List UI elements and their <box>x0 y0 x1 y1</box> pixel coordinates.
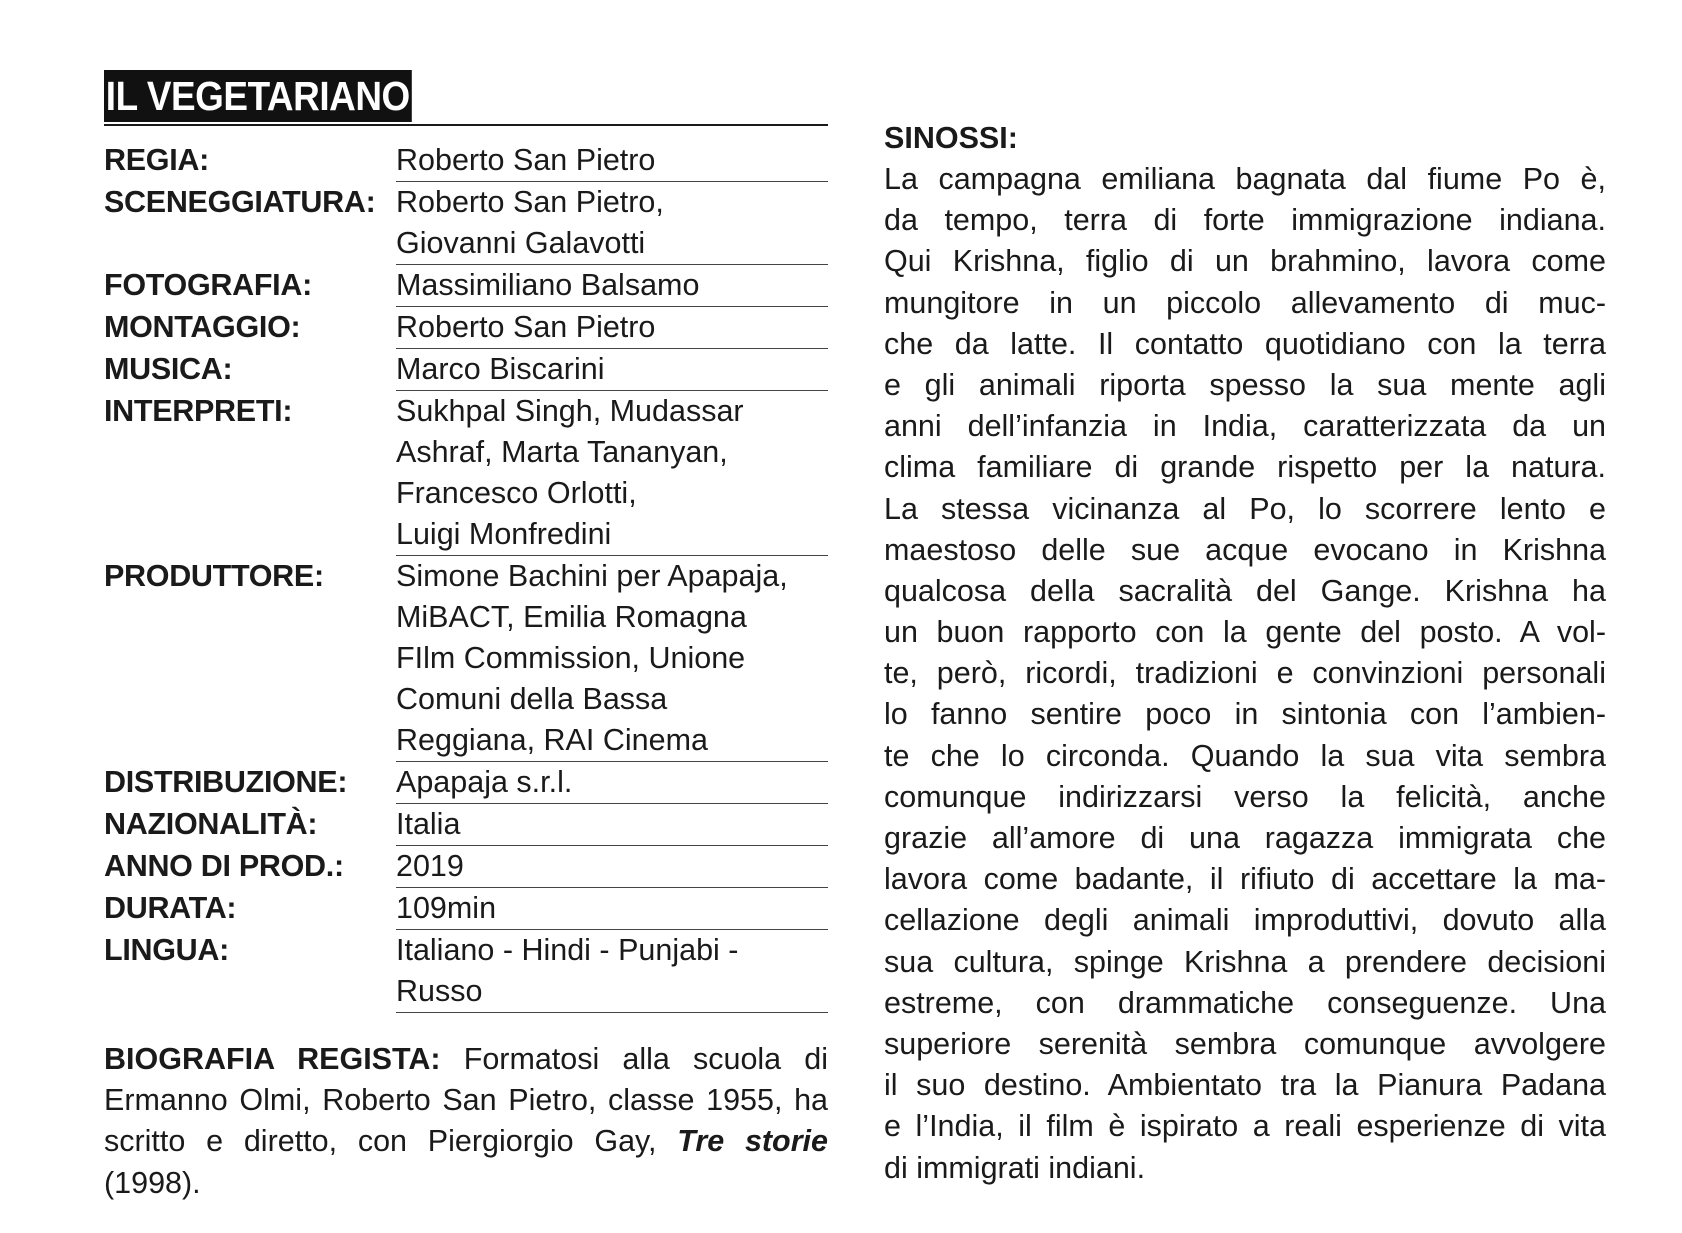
bio-text-end: (1998). <box>104 1165 201 1200</box>
credit-label: FOTOGRAFIA: <box>104 267 312 302</box>
synopsis-line: cellazione degli animali improduttivi, dovuto alla <box>884 903 1606 938</box>
credit-value-line: Simone Bachini per Apapaja, <box>396 559 788 593</box>
credit-value-line: 2019 <box>396 849 464 883</box>
credit-label: REGIA: <box>104 143 209 177</box>
credit-value <box>396 140 828 182</box>
credit-value-line: 109min <box>396 891 497 925</box>
credit-value-line: Comuni della Bassa <box>396 682 668 716</box>
credit-value <box>396 349 828 391</box>
credit-row <box>104 182 828 265</box>
title-bar <box>104 70 828 126</box>
credit-value-line: Roberto San Pietro, <box>396 185 664 219</box>
credit-value <box>396 804 828 846</box>
synopsis-line: estreme, con drammatiche conseguenze. Una <box>884 985 1606 1020</box>
credit-label: MONTAGGIO: <box>104 309 301 344</box>
credit-row <box>104 762 828 804</box>
credit-value <box>396 930 828 1013</box>
credit-row <box>104 846 828 888</box>
synopsis-line: lavora come badante, il rifiuto di accettare la ma- <box>884 862 1606 897</box>
synopsis-line: e gli animali riporta spesso la sua mente agli <box>884 367 1606 402</box>
credit-value <box>396 762 828 804</box>
credit-value-line: MiBACT, Emilia Romagna <box>396 600 747 634</box>
synopsis-text <box>884 159 1606 1189</box>
synopsis-line: clima familiare di grande rispetto per la natura. <box>884 450 1606 485</box>
credit-value-line: Francesco Orlotti, <box>396 476 637 510</box>
synopsis-line: La stessa vicinanza al Po, lo scorrere lento e <box>884 491 1606 526</box>
credit-value-line: Apapaja s.r.l. <box>396 765 573 799</box>
credit-label: SCENEGGIATURA: <box>104 184 376 219</box>
credit-value-line: Marco Biscarini <box>396 352 605 386</box>
credit-value-line: FIlm Commission, Unione <box>396 641 746 675</box>
credits-column <box>104 70 828 1204</box>
credit-label: DISTRIBUZIONE: <box>104 764 348 799</box>
credit-row <box>104 930 828 1013</box>
credit-value-line: Ashraf, Marta Tananyan, <box>396 435 728 469</box>
film-title: IL VEGETARIANO <box>104 70 412 122</box>
credit-value-line: Reggiana, RAI Cinema <box>396 723 708 757</box>
synopsis-line: anni dell’infanzia in India, caratterizzata da un <box>884 409 1606 444</box>
synopsis-line: comunque indirizzarsi verso la felicità, anche <box>884 779 1606 814</box>
synopsis-heading: SINOSSI: <box>884 121 1018 155</box>
credit-row <box>104 556 828 762</box>
synopsis-line: da tempo, terra di forte immigrazione indiana. <box>884 203 1606 238</box>
synopsis-line: La campagna emiliana bagnata dal fiume Po è, <box>884 162 1606 196</box>
synopsis-column <box>884 118 1606 1189</box>
credit-value-line: Luigi Monfredini <box>396 517 612 551</box>
credit-value <box>396 556 828 762</box>
bio-film-title: Tre storie <box>677 1124 828 1159</box>
director-biography <box>104 1039 828 1204</box>
credit-value-line: Giovanni Galavotti <box>396 226 646 260</box>
credit-value-line: Italiano - Hindi - Punjabi - <box>396 933 739 967</box>
credit-value-line: Roberto San Pietro <box>396 310 656 344</box>
credit-value <box>396 182 828 265</box>
synopsis-line: grazie all’amore di una ragazza immigrata che <box>884 821 1606 855</box>
synopsis-line: e l’India, il film è ispirato a reali esperienze di vita <box>884 1109 1606 1144</box>
credit-row <box>104 307 828 349</box>
bio-text: Formatosi alla scuola di Ermanno Olmi, Roberto San Pietro, classe 1955, ha scritto e diretto, con Piergiorgio Gay, <box>104 1042 828 1159</box>
credit-value <box>396 307 828 349</box>
synopsis-line: di immigrati indiani. <box>884 1150 1146 1185</box>
credit-label: MUSICA: <box>104 351 233 386</box>
synopsis-line: Qui Krishna, figlio di un brahmino, lavora come <box>884 244 1606 279</box>
credit-row <box>104 888 828 930</box>
synopsis-line: te, però, ricordi, tradizioni e convinzioni personali <box>884 656 1606 691</box>
synopsis-line: te che lo circonda. Quando la sua vita sembra <box>884 738 1606 773</box>
synopsis-line: sua cultura, spinge Krishna a prendere decisioni <box>884 944 1606 979</box>
credit-row <box>104 391 828 556</box>
credit-value <box>396 888 828 930</box>
synopsis-line: il suo destino. Ambientato tra la Pianura Padana <box>884 1068 1606 1103</box>
credit-value <box>396 846 828 888</box>
credit-row <box>104 349 828 391</box>
credit-label: NAZIONALITÀ: <box>104 806 318 841</box>
credit-label: INTERPRETI: <box>104 393 293 428</box>
bio-label: BIOGRAFIA REGISTA: <box>104 1042 441 1076</box>
synopsis-line: maestoso delle sue acque evocano in Krishna <box>884 532 1606 567</box>
credit-label: DURATA: <box>104 890 237 925</box>
credit-row <box>104 265 828 307</box>
credit-value-line: Massimiliano Balsamo <box>396 268 700 302</box>
credit-value <box>396 391 828 556</box>
credit-value-line: Sukhpal Singh, Mudassar <box>396 394 744 428</box>
synopsis-line: qualcosa della sacralità del Gange. Krishna ha <box>884 573 1606 608</box>
synopsis-line: che da latte. Il contatto quotidiano con la terra <box>884 326 1606 361</box>
credit-value-line: Roberto San Pietro <box>396 143 656 177</box>
synopsis-line: superiore serenità sembra comunque avvolgere <box>884 1026 1606 1061</box>
credit-label: PRODUTTORE: <box>104 558 324 593</box>
credit-value-line: Russo <box>396 974 483 1008</box>
credit-value <box>396 265 828 307</box>
credit-row <box>104 140 828 182</box>
credit-label: LINGUA: <box>104 932 229 967</box>
synopsis-line: mungitore in un piccolo allevamento di muc- <box>884 285 1606 320</box>
synopsis-line: un buon rapporto con la gente del posto. A vol- <box>884 615 1606 650</box>
credits-table <box>104 140 828 1013</box>
credit-value-line: Italia <box>396 807 461 841</box>
synopsis-line: lo fanno sentire poco in sintonia con l’ambien- <box>884 697 1606 732</box>
credit-label: ANNO DI PROD.: <box>104 848 344 883</box>
credit-row <box>104 804 828 846</box>
